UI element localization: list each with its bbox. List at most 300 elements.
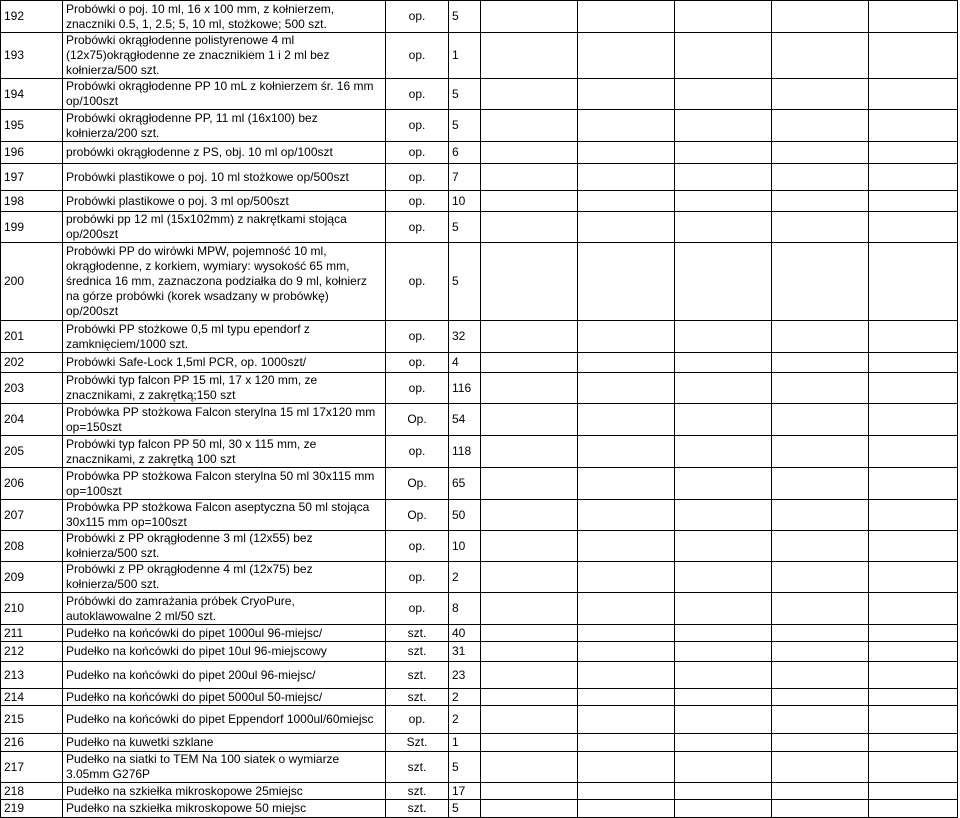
quantity: 1: [452, 735, 459, 749]
item-description: Probówka PP stożkowa Falcon sterylna 15 ml 17x120 mm op=150szt: [66, 404, 376, 434]
quantity-cell: [449, 243, 481, 321]
quantity-cell: [449, 625, 481, 642]
unit-of-measure: op.: [408, 169, 426, 184]
item-description: Probówki plastikowe o poj. 3 ml op/500szt: [66, 193, 289, 208]
empty-cell: [772, 593, 869, 625]
quantity: 7: [452, 169, 459, 184]
quantity-cell: [449, 734, 481, 752]
unit-of-measure: op.: [408, 380, 426, 395]
quantity: 2: [452, 712, 459, 726]
row-number-cell: [1, 243, 63, 321]
table-row: [1, 468, 958, 500]
row-number: 219: [4, 801, 25, 815]
empty-cell: [675, 436, 772, 468]
quantity-cell: [449, 593, 481, 625]
empty-cell: [675, 142, 772, 164]
item-description: Probówki plastikowe o poj. 10 ml stożkowe op/500szt: [66, 169, 349, 184]
quantity-cell: [449, 1, 481, 33]
row-number: 213: [4, 667, 25, 682]
unit-of-measure: op.: [408, 9, 426, 23]
row-number-cell: [1, 706, 63, 734]
row-number: 204: [4, 412, 25, 426]
unit-of-measure-cell: [386, 353, 449, 373]
unit-of-measure: szt.: [407, 689, 427, 704]
unit-of-measure-cell: [386, 212, 449, 243]
quantity: 32: [452, 329, 466, 343]
empty-cell: [578, 642, 675, 662]
unit-of-measure: szt.: [407, 625, 427, 640]
empty-cell: [772, 321, 869, 353]
empty-cell: [772, 783, 869, 800]
empty-cell: [578, 500, 675, 531]
empty-cell: [578, 79, 675, 110]
unit-of-measure: op.: [408, 219, 426, 234]
empty-cell: [578, 436, 675, 468]
empty-cell: [772, 468, 869, 500]
quantity-cell: [449, 642, 481, 662]
item-description: Pudełko na końcówki do pipet 200ul 96-miejsc/: [66, 667, 316, 682]
quantity-cell: [449, 110, 481, 142]
quantity-cell: [449, 79, 481, 110]
empty-cell: [869, 142, 958, 164]
item-description-cell: [63, 734, 386, 752]
quantity-cell: [449, 321, 481, 353]
empty-cell: [481, 110, 578, 142]
empty-cell: [481, 79, 578, 110]
unit-of-measure-cell: [386, 164, 449, 191]
item-description: probówki pp 12 ml (15x102mm) z nakrętkami stojąca op/200szt: [66, 212, 347, 241]
quantity: 5: [452, 86, 459, 101]
empty-cell: [772, 734, 869, 752]
row-number: 217: [4, 759, 25, 774]
unit-of-measure-cell: [386, 662, 449, 689]
empty-cell: [869, 353, 958, 373]
quantity: 5: [452, 118, 459, 132]
table-row: [1, 800, 958, 818]
unit-of-measure-cell: [386, 500, 449, 531]
row-number-cell: [1, 562, 63, 593]
quantity: 5: [452, 9, 459, 23]
item-description-cell: [63, 79, 386, 110]
empty-cell: [675, 562, 772, 593]
empty-cell: [772, 706, 869, 734]
empty-cell: [481, 783, 578, 800]
row-number-cell: [1, 625, 63, 642]
empty-cell: [869, 531, 958, 562]
row-number: 197: [4, 169, 25, 184]
unit-of-measure: szt.: [407, 801, 427, 815]
empty-cell: [869, 243, 958, 321]
empty-cell: [869, 593, 958, 625]
quantity-cell: [449, 752, 481, 783]
table-row: [1, 321, 958, 353]
empty-cell: [481, 625, 578, 642]
unit-of-measure: op.: [408, 444, 426, 458]
item-description-cell: [63, 404, 386, 436]
quantity-cell: [449, 706, 481, 734]
row-number: 193: [4, 48, 25, 62]
empty-cell: [869, 562, 958, 593]
item-description: Pudełko na szkiełka mikroskopowe 50 miejsc: [66, 801, 307, 815]
empty-cell: [675, 353, 772, 373]
item-description: Próbówki do zamrażania próbek CryoPure, autoklawowalne 2 ml/50 szt.: [66, 593, 295, 623]
table-row: [1, 642, 958, 662]
table-row: [1, 593, 958, 625]
empty-cell: [772, 212, 869, 243]
row-number: 207: [4, 507, 25, 522]
unit-of-measure: op.: [408, 193, 426, 208]
empty-cell: [869, 625, 958, 642]
unit-of-measure-cell: [386, 706, 449, 734]
unit-of-measure-cell: [386, 404, 449, 436]
empty-cell: [578, 706, 675, 734]
row-number-cell: [1, 800, 63, 818]
empty-cell: [675, 1, 772, 33]
table-row: [1, 79, 958, 110]
item-description-cell: [63, 142, 386, 164]
empty-cell: [481, 468, 578, 500]
unit-of-measure: szt.: [407, 783, 427, 798]
empty-cell: [869, 191, 958, 212]
row-number-cell: [1, 689, 63, 706]
unit-of-measure-cell: [386, 593, 449, 625]
empty-cell: [675, 642, 772, 662]
item-description-cell: [63, 783, 386, 800]
table-row: [1, 212, 958, 243]
row-number: 205: [4, 444, 25, 458]
empty-cell: [578, 531, 675, 562]
unit-of-measure: szt.: [407, 644, 427, 658]
unit-of-measure-cell: [386, 436, 449, 468]
quantity-cell: [449, 164, 481, 191]
row-number-cell: [1, 734, 63, 752]
unit-of-measure: Szt.: [406, 735, 428, 749]
unit-of-measure: op.: [408, 712, 426, 726]
empty-cell: [675, 531, 772, 562]
unit-of-measure: Op.: [407, 507, 427, 522]
empty-cell: [481, 531, 578, 562]
item-description-cell: [63, 212, 386, 243]
empty-cell: [772, 562, 869, 593]
empty-cell: [675, 164, 772, 191]
unit-of-measure-cell: [386, 734, 449, 752]
empty-cell: [481, 706, 578, 734]
row-number-cell: [1, 642, 63, 662]
row-number-cell: [1, 110, 63, 142]
quantity: 65: [452, 476, 466, 490]
quantity-cell: [449, 500, 481, 531]
empty-cell: [675, 800, 772, 818]
empty-cell: [578, 142, 675, 164]
empty-cell: [772, 800, 869, 818]
quantity: 5: [452, 274, 459, 288]
empty-cell: [578, 1, 675, 33]
empty-cell: [772, 373, 869, 404]
unit-of-measure: op.: [408, 274, 426, 288]
table-row: [1, 531, 958, 562]
empty-cell: [675, 783, 772, 800]
empty-cell: [578, 783, 675, 800]
quantity: 116: [452, 380, 472, 395]
empty-cell: [772, 531, 869, 562]
empty-cell: [481, 689, 578, 706]
item-description-cell: [63, 500, 386, 531]
item-description: Probówki typ falcon PP 15 ml, 17 x 120 mm, ze znacznikami, z zakrętką;150 szt: [66, 373, 318, 402]
empty-cell: [772, 191, 869, 212]
unit-of-measure: op.: [408, 538, 426, 553]
empty-cell: [578, 468, 675, 500]
item-description-cell: [63, 531, 386, 562]
empty-cell: [481, 800, 578, 818]
order-table-body: [1, 1, 958, 818]
empty-cell: [578, 373, 675, 404]
table-row: [1, 706, 958, 734]
unit-of-measure-cell: [386, 468, 449, 500]
empty-cell: [578, 800, 675, 818]
item-description: Pudełko na końcówki do pipet Eppendorf 1000ul/60miejsc: [66, 712, 374, 726]
row-number: 194: [4, 86, 25, 101]
item-description-cell: [63, 110, 386, 142]
table-row: [1, 689, 958, 706]
table-row: [1, 500, 958, 531]
unit-of-measure: op.: [408, 569, 426, 584]
empty-cell: [772, 662, 869, 689]
empty-cell: [675, 468, 772, 500]
quantity: 5: [452, 219, 459, 234]
item-description-cell: [63, 593, 386, 625]
table-row: [1, 1, 958, 33]
quantity-cell: [449, 212, 481, 243]
quantity: 6: [452, 145, 459, 159]
row-number-cell: [1, 353, 63, 373]
empty-cell: [675, 373, 772, 404]
empty-cell: [578, 404, 675, 436]
empty-cell: [869, 436, 958, 468]
empty-cell: [869, 212, 958, 243]
unit-of-measure: op.: [408, 118, 426, 132]
row-number-cell: [1, 191, 63, 212]
empty-cell: [869, 783, 958, 800]
empty-cell: [869, 662, 958, 689]
row-number-cell: [1, 33, 63, 79]
row-number: 216: [4, 735, 25, 749]
empty-cell: [578, 212, 675, 243]
row-number: 218: [4, 783, 25, 798]
quantity-cell: [449, 662, 481, 689]
empty-cell: [869, 468, 958, 500]
empty-cell: [675, 593, 772, 625]
unit-of-measure-cell: [386, 191, 449, 212]
row-number-cell: [1, 1, 63, 33]
item-description-cell: [63, 752, 386, 783]
empty-cell: [675, 321, 772, 353]
item-description: Probówki z PP okrągłodenne 4 ml (12x75) bez kołnierza/500 szt.: [66, 562, 313, 591]
empty-cell: [869, 706, 958, 734]
quantity: 5: [452, 801, 459, 815]
empty-cell: [869, 1, 958, 33]
row-number: 200: [4, 274, 25, 288]
empty-cell: [481, 212, 578, 243]
empty-cell: [772, 110, 869, 142]
unit-of-measure-cell: [386, 783, 449, 800]
unit-of-measure-cell: [386, 752, 449, 783]
empty-cell: [481, 142, 578, 164]
unit-of-measure-cell: [386, 642, 449, 662]
item-description-cell: [63, 706, 386, 734]
item-description: Probówki PP stożkowe 0,5 ml typu ependorf z zamknięciem/1000 szt.: [66, 321, 310, 351]
unit-of-measure: szt.: [407, 759, 427, 774]
unit-of-measure-cell: [386, 373, 449, 404]
quantity: 2: [452, 569, 459, 584]
quantity-cell: [449, 468, 481, 500]
quantity: 118: [452, 444, 472, 458]
unit-of-measure: op.: [408, 48, 426, 62]
empty-cell: [578, 110, 675, 142]
row-number-cell: [1, 373, 63, 404]
row-number-cell: [1, 531, 63, 562]
unit-of-measure: szt.: [407, 667, 427, 682]
quantity-cell: [449, 142, 481, 164]
quantity-cell: [449, 562, 481, 593]
empty-cell: [481, 562, 578, 593]
row-number-cell: [1, 468, 63, 500]
empty-cell: [675, 33, 772, 79]
empty-cell: [578, 752, 675, 783]
empty-cell: [675, 500, 772, 531]
empty-cell: [578, 689, 675, 706]
item-description: Pudełko na kuwetki szklane: [66, 735, 214, 749]
unit-of-measure-cell: [386, 800, 449, 818]
empty-cell: [772, 353, 869, 373]
quantity: 31: [452, 644, 466, 658]
empty-cell: [481, 662, 578, 689]
item-description: Probówki o poj. 10 ml, 16 x 100 mm, z kołnierzem, znaczniki 0.5, 1, 2.5; 5, 10 ml, stożkowe; 500 szt.: [66, 1, 335, 31]
item-description: Probówki Safe-Lock 1,5ml PCR, op. 1000szt/: [66, 355, 307, 369]
table-row: [1, 783, 958, 800]
item-description-cell: [63, 689, 386, 706]
table-row: [1, 142, 958, 164]
item-description-cell: [63, 662, 386, 689]
item-description-cell: [63, 353, 386, 373]
empty-cell: [772, 625, 869, 642]
empty-cell: [578, 353, 675, 373]
unit-of-measure: op.: [408, 355, 426, 369]
item-description: Pudełko na końcówki do pipet 1000ul 96-miejsc/: [66, 625, 323, 640]
row-number-cell: [1, 79, 63, 110]
empty-cell: [578, 164, 675, 191]
item-description: Probówki z PP okrągłodenne 3 ml (12x55) bez kołnierza/500 szt.: [66, 531, 313, 560]
table-row: [1, 164, 958, 191]
table-row: [1, 191, 958, 212]
quantity: 54: [452, 412, 466, 426]
quantity-cell: [449, 436, 481, 468]
row-number-cell: [1, 783, 63, 800]
unit-of-measure-cell: [386, 531, 449, 562]
table-row: [1, 436, 958, 468]
empty-cell: [481, 373, 578, 404]
item-description: Pudełko na końcówki do pipet 10ul 96-miejscowy: [66, 644, 327, 658]
quantity: 10: [452, 193, 466, 208]
empty-cell: [869, 373, 958, 404]
empty-cell: [578, 734, 675, 752]
unit-of-measure-cell: [386, 321, 449, 353]
row-number-cell: [1, 752, 63, 783]
item-description: Pudełko na szkiełka mikroskopowe 25miejsc: [66, 783, 303, 798]
empty-cell: [578, 562, 675, 593]
table-row: [1, 353, 958, 373]
unit-of-measure-cell: [386, 562, 449, 593]
empty-cell: [481, 734, 578, 752]
row-number: 203: [4, 380, 25, 395]
table-row: [1, 243, 958, 321]
unit-of-measure-cell: [386, 79, 449, 110]
quantity-cell: [449, 191, 481, 212]
row-number: 199: [4, 219, 25, 234]
empty-cell: [772, 79, 869, 110]
empty-cell: [772, 752, 869, 783]
item-description-cell: [63, 625, 386, 642]
item-description-cell: [63, 642, 386, 662]
row-number-cell: [1, 142, 63, 164]
item-description-cell: [63, 436, 386, 468]
empty-cell: [481, 642, 578, 662]
quantity-cell: [449, 33, 481, 79]
empty-cell: [481, 33, 578, 79]
empty-cell: [481, 500, 578, 531]
empty-cell: [675, 191, 772, 212]
table-row: [1, 625, 958, 642]
empty-cell: [675, 689, 772, 706]
table-row: [1, 404, 958, 436]
quantity-cell: [449, 353, 481, 373]
row-number: 196: [4, 145, 25, 159]
empty-cell: [481, 164, 578, 191]
row-number: 192: [4, 9, 25, 23]
empty-cell: [869, 404, 958, 436]
quantity: 4: [452, 355, 459, 369]
item-description-cell: [63, 562, 386, 593]
empty-cell: [772, 404, 869, 436]
empty-cell: [869, 800, 958, 818]
empty-cell: [869, 642, 958, 662]
row-number: 210: [4, 601, 25, 615]
empty-cell: [578, 243, 675, 321]
empty-cell: [675, 110, 772, 142]
empty-cell: [772, 1, 869, 33]
quantity-cell: [449, 800, 481, 818]
row-number: 202: [4, 355, 25, 369]
empty-cell: [869, 79, 958, 110]
table-row: [1, 734, 958, 752]
row-number-cell: [1, 164, 63, 191]
item-description: Probówka PP stożkowa Falcon sterylna 50 ml 30x115 mm op=100szt: [66, 468, 375, 498]
item-description: Probówki typ falcon PP 50 ml, 30 x 115 mm, ze znacznikami, z zakrętką 100 szt: [66, 436, 317, 466]
quantity-cell: [449, 689, 481, 706]
empty-cell: [675, 752, 772, 783]
quantity: 40: [452, 625, 466, 640]
empty-cell: [578, 321, 675, 353]
item-description: Probówki okrągłodenne PP 10 mL z kołnierzem śr. 16 mm op/100szt: [66, 79, 374, 108]
empty-cell: [675, 706, 772, 734]
empty-cell: [772, 642, 869, 662]
unit-of-measure: op.: [408, 145, 426, 159]
item-description: Pudełko na siatki to TEM Na 100 siatek o wymiarze 3.05mm G276P: [66, 752, 340, 781]
empty-cell: [481, 243, 578, 321]
item-description-cell: [63, 321, 386, 353]
unit-of-measure-cell: [386, 689, 449, 706]
empty-cell: [772, 243, 869, 321]
empty-cell: [675, 404, 772, 436]
